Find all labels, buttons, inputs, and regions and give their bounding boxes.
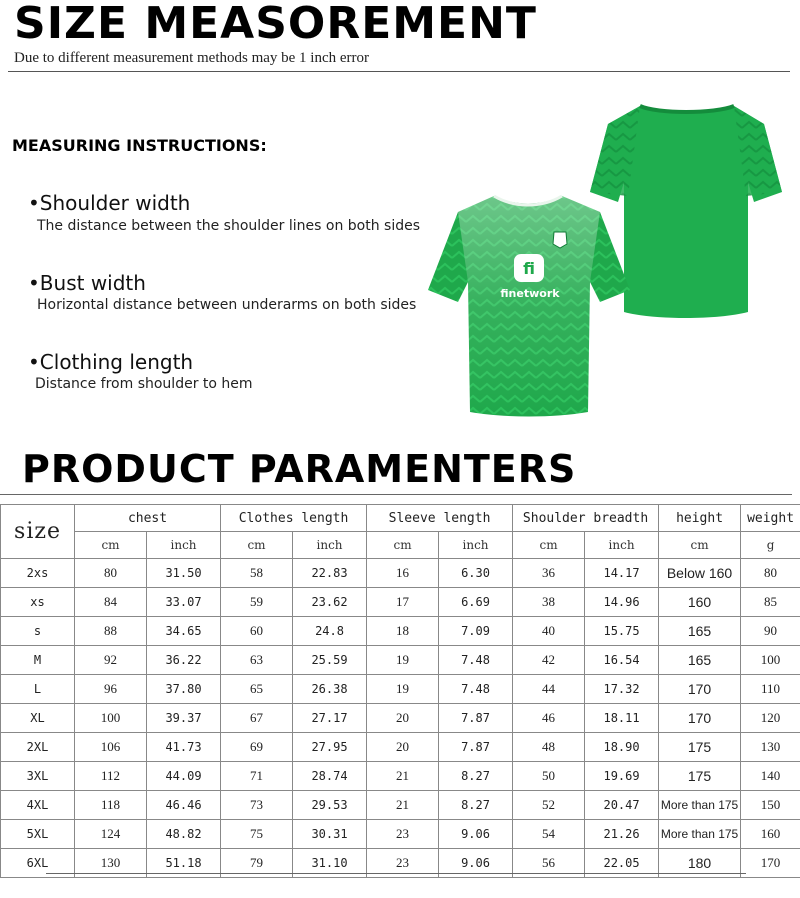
unit-cell: inch (585, 532, 659, 559)
page-subtitle: Due to different measurement methods may be 1 inch error (14, 50, 370, 66)
table-cell: 140 (741, 762, 800, 791)
club-crest-icon (553, 232, 567, 248)
unit-cell: cm (659, 532, 741, 559)
table-cell: 60 (221, 617, 293, 646)
size-cell: xs (1, 588, 75, 617)
table-cell: 80 (741, 559, 800, 588)
table-row (1, 762, 800, 791)
table-cell: 7.48 (439, 646, 513, 675)
table-cell: 21.26 (585, 820, 659, 849)
table-cell: 6.30 (439, 559, 513, 588)
table-cell: Below 160 (659, 559, 741, 588)
table-row (1, 588, 800, 617)
table-cell: 46.46 (147, 791, 221, 820)
table-cell: 36.22 (147, 646, 221, 675)
table-cell: 16 (367, 559, 439, 588)
table-cell: 160 (741, 820, 800, 849)
table-cell: 75 (221, 820, 293, 849)
size-cell: 3XL (1, 762, 75, 791)
table-cell: 56 (513, 849, 585, 878)
table-cell: 7.87 (439, 704, 513, 733)
table-cell: 54 (513, 820, 585, 849)
table-cell: 20.47 (585, 791, 659, 820)
table-cell: 170 (659, 675, 741, 704)
table-cell: 21 (367, 762, 439, 791)
table-cell: 51.18 (147, 849, 221, 878)
product-heading: PRODUCT PARAMENTERS (22, 447, 577, 491)
table-cell: 34.65 (147, 617, 221, 646)
table-cell: 52 (513, 791, 585, 820)
table-cell: More than 175 (659, 820, 741, 849)
header-row (1, 505, 800, 532)
table-cell: 18.11 (585, 704, 659, 733)
chest-header: chest (75, 505, 221, 532)
table-cell: 48 (513, 733, 585, 762)
table-cell: 44.09 (147, 762, 221, 791)
table-cell: 18.90 (585, 733, 659, 762)
table-cell: 21 (367, 791, 439, 820)
table-cell: 23.62 (293, 588, 367, 617)
table-cell: 27.17 (293, 704, 367, 733)
table-row (1, 820, 800, 849)
table-cell: 110 (741, 675, 800, 704)
page-title: SIZE MEASOREMENT (14, 0, 537, 49)
table-cell: 6.69 (439, 588, 513, 617)
table-cell: 33.07 (147, 588, 221, 617)
table-cell: 7.48 (439, 675, 513, 704)
table-row (1, 791, 800, 820)
table-cell: 16.54 (585, 646, 659, 675)
table-cell: 170 (659, 704, 741, 733)
table-cell: 23 (367, 849, 439, 878)
table-cell: 20 (367, 704, 439, 733)
clothes-length-header: Clothes length (221, 505, 367, 532)
measure-length-desc: Distance from shoulder to hem (35, 376, 253, 392)
table-cell: 42 (513, 646, 585, 675)
table-cell: 38 (513, 588, 585, 617)
measure-shoulder-desc: The distance between the shoulder lines on both sides (37, 218, 421, 234)
table-cell: 165 (659, 646, 741, 675)
unit-cell: g (741, 532, 800, 559)
table-cell: 106 (75, 733, 147, 762)
table-cell: 65 (221, 675, 293, 704)
instructions-heading: MEASURING INSTRUCTIONS: (12, 136, 267, 155)
table-cell: 130 (741, 733, 800, 762)
table-cell: 160 (659, 588, 741, 617)
table-cell: 8.27 (439, 762, 513, 791)
table-cell: 44 (513, 675, 585, 704)
table-cell: 29.53 (293, 791, 367, 820)
size-cell: 2XL (1, 733, 75, 762)
table-cell: 28.74 (293, 762, 367, 791)
table-cell: 9.06 (439, 849, 513, 878)
size-cell: 5XL (1, 820, 75, 849)
measure-shoulder-name: •Shoulder width (28, 191, 191, 215)
table-cell: 19 (367, 675, 439, 704)
unit-cell: cm (367, 532, 439, 559)
jersey-front-image (424, 190, 634, 418)
table-cell: 20 (367, 733, 439, 762)
table-cell: 180 (659, 849, 741, 878)
table-cell: 22.83 (293, 559, 367, 588)
table-cell: 22.05 (585, 849, 659, 878)
table-cell: 19 (367, 646, 439, 675)
table-cell: 90 (741, 617, 800, 646)
unit-cell: cm (221, 532, 293, 559)
table-cell: 17 (367, 588, 439, 617)
table-cell: 80 (75, 559, 147, 588)
table-cell: 7.87 (439, 733, 513, 762)
table-cell: 15.75 (585, 617, 659, 646)
product-divider (0, 494, 792, 495)
table-cell: 175 (659, 762, 741, 791)
measure-bust-desc: Horizontal distance between underarms on both sides (37, 297, 417, 313)
sponsor-name: finetwork (500, 287, 560, 300)
table-cell: 150 (741, 791, 800, 820)
table-cell: 88 (75, 617, 147, 646)
table-cell: 67 (221, 704, 293, 733)
table-cell: 30.31 (293, 820, 367, 849)
table-cell: 84 (75, 588, 147, 617)
unit-cell: inch (439, 532, 513, 559)
table-cell: 7.09 (439, 617, 513, 646)
measure-bust-name: •Bust width (28, 271, 146, 295)
table-cell: 14.17 (585, 559, 659, 588)
size-cell: XL (1, 704, 75, 733)
table-cell: 26.38 (293, 675, 367, 704)
table-cell: 14.96 (585, 588, 659, 617)
size-header: size (1, 505, 75, 559)
table-cell: 19.69 (585, 762, 659, 791)
table-cell: 79 (221, 849, 293, 878)
table-cell: 25.59 (293, 646, 367, 675)
table-cell: 48.82 (147, 820, 221, 849)
table-cell: 100 (741, 646, 800, 675)
table-cell: 58 (221, 559, 293, 588)
table-cell: 130 (75, 849, 147, 878)
table-cell: 39.37 (147, 704, 221, 733)
unit-row (1, 532, 800, 559)
table-cell: 41.73 (147, 733, 221, 762)
table-cell: 23 (367, 820, 439, 849)
table-cell: 112 (75, 762, 147, 791)
table-row (1, 733, 800, 762)
table-row (1, 559, 800, 588)
table-row (1, 617, 800, 646)
table-cell: 175 (659, 733, 741, 762)
table-cell: 165 (659, 617, 741, 646)
table-cell: 100 (75, 704, 147, 733)
table-cell: 63 (221, 646, 293, 675)
table-cell: 8.27 (439, 791, 513, 820)
table-row (1, 646, 800, 675)
sleeve-length-header: Sleeve length (367, 505, 513, 532)
table-row (1, 704, 800, 733)
height-header: height (659, 505, 741, 532)
size-cell: L (1, 675, 75, 704)
size-cell: 6XL (1, 849, 75, 878)
table-cell: 40 (513, 617, 585, 646)
table-cell: 73 (221, 791, 293, 820)
table-cell: 120 (741, 704, 800, 733)
size-cell: 4XL (1, 791, 75, 820)
sponsor-logo-text: fi (523, 259, 535, 278)
table-cell: 71 (221, 762, 293, 791)
table-row (1, 675, 800, 704)
unit-cell: inch (293, 532, 367, 559)
unit-cell: cm (75, 532, 147, 559)
table-cell: 85 (741, 588, 800, 617)
unit-cell: inch (147, 532, 221, 559)
measure-length-name: •Clothing length (28, 350, 194, 374)
table-cell: 69 (221, 733, 293, 762)
table-cell: 37.80 (147, 675, 221, 704)
size-cell: M (1, 646, 75, 675)
table-cell: 31.10 (293, 849, 367, 878)
shoulder-breadth-header: Shoulder breadth (513, 505, 659, 532)
table-cell: 18 (367, 617, 439, 646)
table-cell: 96 (75, 675, 147, 704)
table-cell: 27.95 (293, 733, 367, 762)
size-cell: s (1, 617, 75, 646)
table-cell: 124 (75, 820, 147, 849)
table-cell: 50 (513, 762, 585, 791)
table-cell: More than 175 (659, 791, 741, 820)
table-cell: 31.50 (147, 559, 221, 588)
weight-header: weight (741, 505, 800, 532)
table-cell: 170 (741, 849, 800, 878)
table-cell: 118 (75, 791, 147, 820)
table-cell: 92 (75, 646, 147, 675)
table-cell: 46 (513, 704, 585, 733)
table-cell: 17.32 (585, 675, 659, 704)
size-table (0, 504, 800, 878)
table-cell: 24.8 (293, 617, 367, 646)
size-cell: 2xs (1, 559, 75, 588)
table-cell: 9.06 (439, 820, 513, 849)
title-divider (8, 71, 790, 72)
bottom-divider (46, 873, 746, 874)
table-cell: 36 (513, 559, 585, 588)
table-cell: 59 (221, 588, 293, 617)
unit-cell: cm (513, 532, 585, 559)
